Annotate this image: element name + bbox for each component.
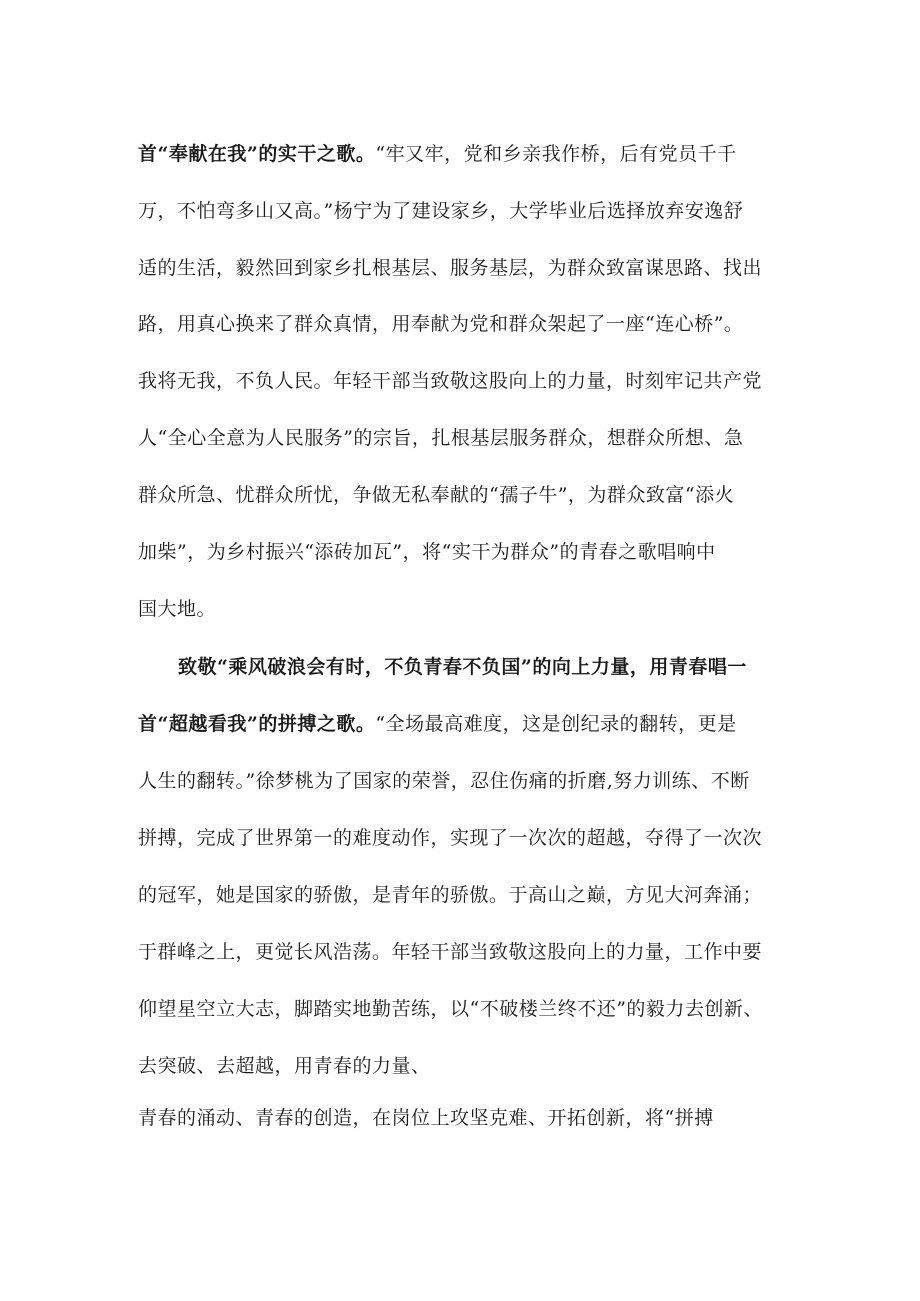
bold-lead: 首“奉献在我”的实干之歌。 xyxy=(138,143,376,165)
text-line: 国大地。 xyxy=(138,598,217,620)
text-run: “牢又牢，党和乡亲我作桥，后有党员千千 xyxy=(375,143,737,165)
text-line xyxy=(138,712,798,736)
text-line: 群众所急、忧群众所忧，争做无私奉献的“孺子牛”，为群众致富“添火 xyxy=(138,484,735,506)
text-line: 我将无我，不负人民。年轻干部当致敬这股向上的力量，时刻牢记共产党 xyxy=(138,370,763,392)
text-line: 万，不怕弯多山又高。”杨宁为了建设家乡，大学毕业后选择放弃安逸舒 xyxy=(138,200,744,222)
text-line xyxy=(138,142,798,166)
text-line: 路，用真心换来了群众真情，用奉献为党和群众架起了一座“连心桥”。 xyxy=(138,313,744,335)
text-line: 青春的涌动、青春的创造，在岗位上攻坚克难、开拓创新，将“拼搏 xyxy=(138,1107,714,1129)
text-run: “全场最高难度，这是创纪录的翻转，更是 xyxy=(375,713,737,735)
text-line: 加柴”，为乡村振兴“添砖加瓦”，将“实干为群众”的青春之歌唱响中 xyxy=(138,541,716,563)
text-line: 拼搏，完成了世界第一的难度动作，实现了一次次的超越，夺得了一次次 xyxy=(138,827,763,849)
text-line: 的冠军，她是国家的骄傲，是青年的骄傲。于高山之巅，方见大河奔涌； xyxy=(138,884,763,906)
text-line: 去突破、去超越，用青春的力量、 xyxy=(138,1055,431,1077)
text-line: 于群峰之上，更觉长风浩荡。年轻干部当致敬这股向上的力量，工作中要 xyxy=(138,941,763,963)
text-line: 人生的翻转。”徐梦桃为了国家的荣誉，忍住伤痛的折磨,努力训练、不断 xyxy=(138,770,750,792)
text-line: 仰望星空立大志，脚踏实地勤苦练，以“不破楼兰终不还”的毅力去创新、 xyxy=(138,998,763,1020)
text-line: 适的生活，毅然回到家乡扎根基层、服务基层，为群众致富谋思路、找出 xyxy=(138,257,763,279)
bold-heading-line: 致敬“乘风破浪会有时，不负青春不负国”的向上力量，用青春唱一 xyxy=(178,656,747,678)
bold-lead: 首“超越看我”的拼搏之歌。 xyxy=(138,713,376,735)
text-line: 人“全心全意为人民服务”的宗旨，扎根基层服务群众，想群众所想、急 xyxy=(138,427,744,449)
